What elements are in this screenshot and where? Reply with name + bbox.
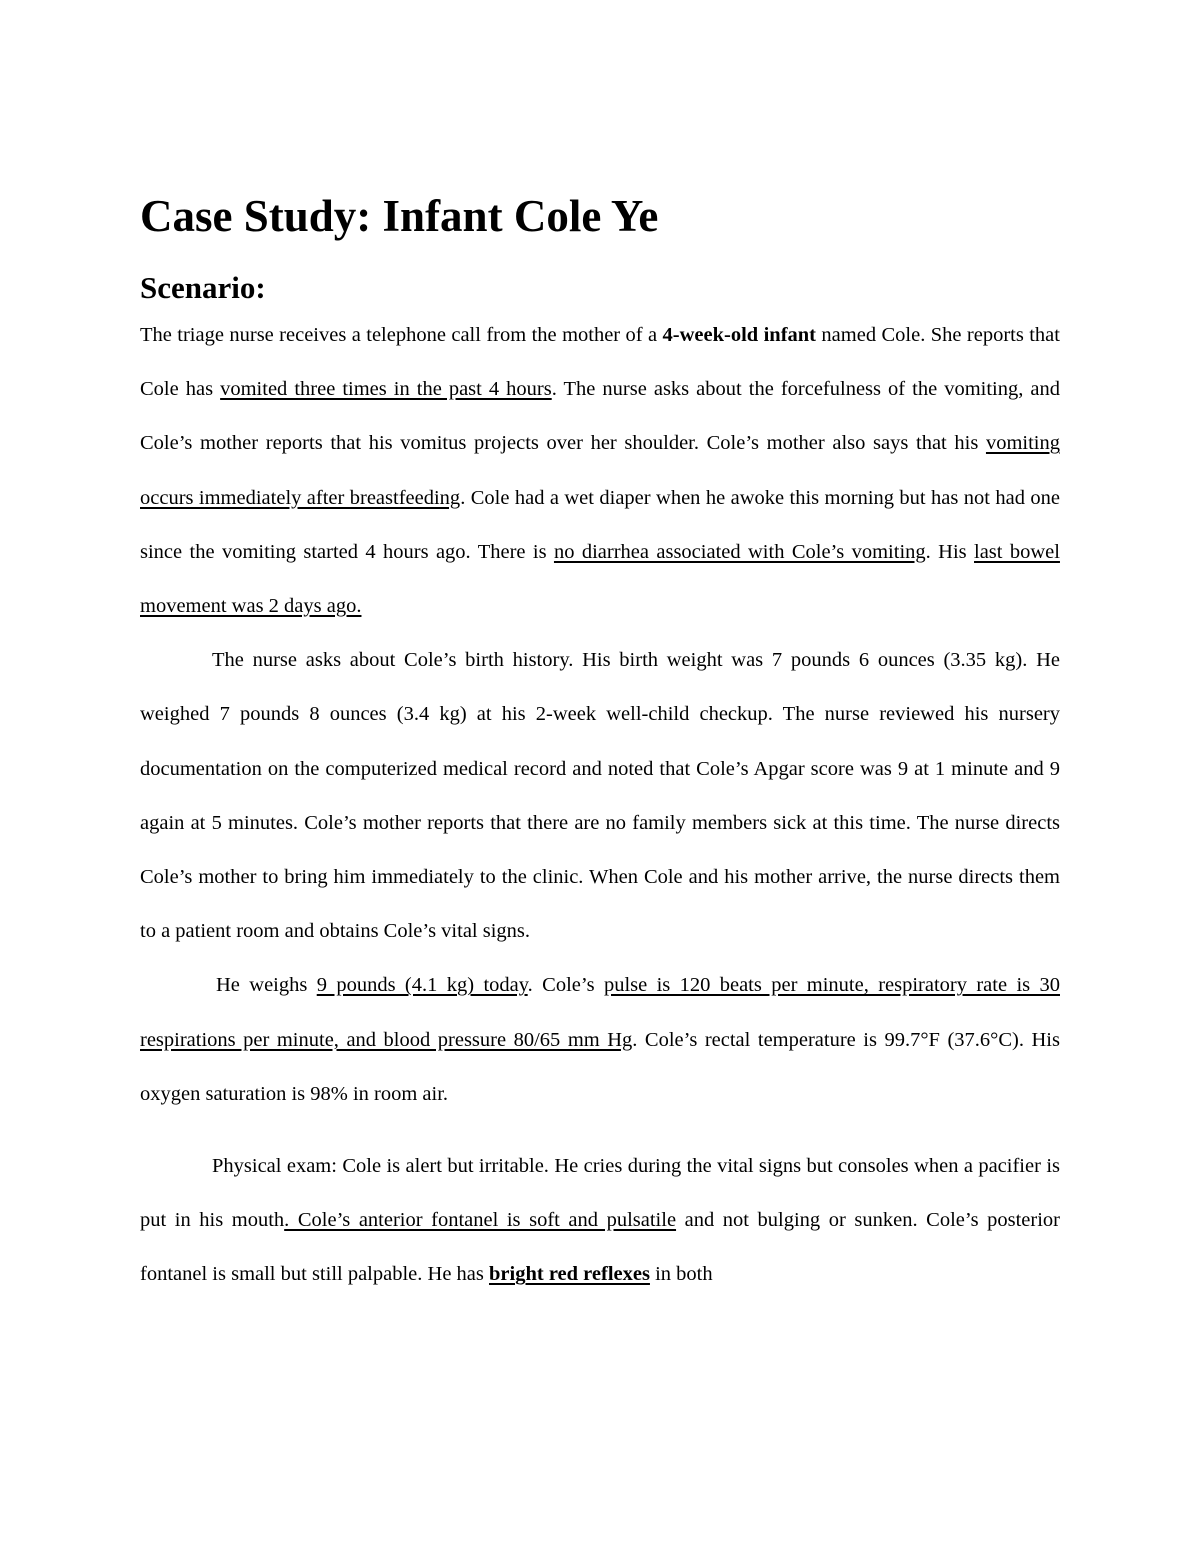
text-run: named Cole. She reports that Cole has (140, 324, 1060, 401)
document-title: Case Study: Infant Cole Ye (140, 191, 659, 241)
underlined-text: last bowel movement was 2 days ago. (140, 540, 1060, 618)
text-run: The triage nurse receives a telephone call from the mother of a (140, 324, 663, 346)
paragraph-birth-history (140, 633, 1060, 958)
underlined-text: vomiting (985, 432, 1060, 455)
scenario-heading: Scenario: (140, 270, 266, 305)
text-run: . The nurse asks about the forcefulness of the vomiting, and Cole’s mother reports that his vomitus projects over her shoulder. Cole’s mother also says that his (140, 378, 1061, 455)
underlined-text: 9 pounds (4.1 kg) today (316, 974, 528, 997)
underlined-text: pulse is 120 beats per minute, respiratory rate is 30 respirations per minute, and blood pressure 80/65 mm Hg (140, 974, 1060, 1051)
text-run: The nurse asks about Cole’s birth history. His birth weight was 7 pounds 6 ounces (3.35 kg). He weighed 7 pounds 8 ounces (3.4 kg) at his 2-week well-child checkup. The nurse reviewed his nursery documentation on the computerized medical record and noted that Cole’s Apgar score was 9 at 1 minute and 9 again at 5 minutes. Cole’s mother reports that there are no family members sick at this time. The nurse directs Cole’s mother to bring him immediately to the clinic. When Cole and his mother arrive, the nurse directs them to a patient room and obtains Cole’s vital signs. (140, 649, 1060, 943)
text-run: Physical exam: Cole is alert but irritable. He cries during the vital signs but consoles when a pacifier is put in his mouth (140, 1155, 1060, 1232)
paragraph-physical-exam (140, 1139, 1060, 1302)
text-run: . His (925, 540, 975, 563)
underlined-text: bright red reflexes (489, 1263, 650, 1286)
paragraph-phone-call (140, 308, 1060, 633)
text-run: He weighs (216, 974, 317, 997)
underlined-text: . Cole’s anterior fontanel is soft and pulsatile (284, 1209, 677, 1232)
text-run: . Cole’s (527, 974, 604, 997)
document-page (140, 188, 1060, 1302)
text-run: and not bulging or sunken. Cole’s posterior fontanel is small but still palpable. He has (140, 1209, 1060, 1286)
underlined-text: no diarrhea associated with Cole’s vomiting (553, 540, 926, 563)
underlined-text: occurs immediately after breastfeeding (140, 486, 461, 509)
text-run: . Cole had a wet diaper when he awoke this morning but has not had one since the vomiting started 4 hours ago. There is (140, 486, 1061, 563)
text-run: in both (649, 1263, 713, 1286)
paragraph-vital-signs (140, 958, 1060, 1121)
text-run: . Cole’s rectal temperature is 99.7°F (37.6°C). His oxygen saturation is 98% in room air. (140, 1028, 1060, 1105)
bold-text: 4-week-old infant (662, 324, 817, 346)
underlined-text: vomited three times in the past 4 hours (220, 378, 552, 401)
paragraph-gap (140, 1121, 1060, 1139)
